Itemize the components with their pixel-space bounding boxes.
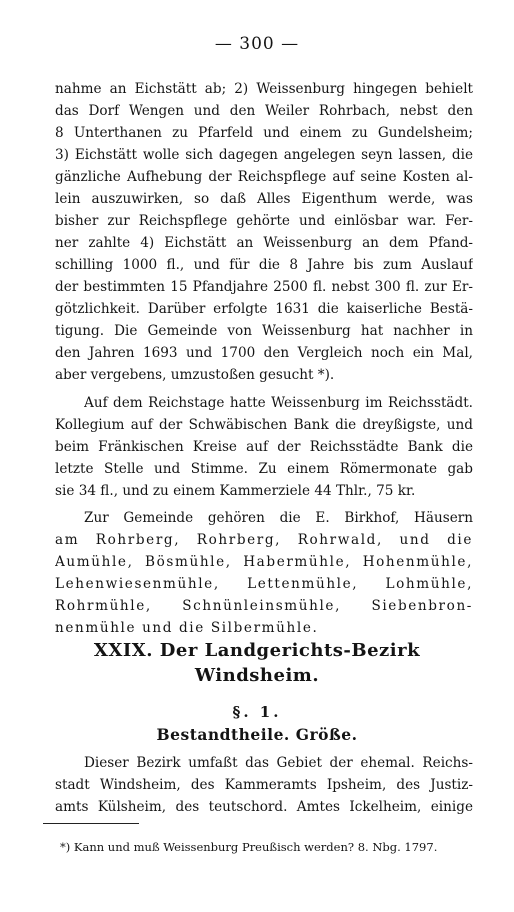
body-line: beim Fränkischen Kreise auf der Reichsstädte Bank die [55,439,473,455]
body-line: Lehenwiesenmühle, Lettenmühle, Lohmühle, [55,576,473,592]
chapter-heading: XXIX. Der Landgerichts-Bezirk [93,640,421,661]
body-line: Auf dem Reichstage hatte Weissenburg im Reichsstädt. [84,395,473,411]
body-line: lein auszuwirken, so daß Alles Eigenthum werde, was [55,191,473,207]
body-line: 3) Eichstätt wolle sich dagegen angelegen seyn lassen, die [55,147,473,163]
body-line: Kollegium auf der Schwäbischen Bank die dreyßigste, und [55,417,473,433]
body-line: aber vergebens, umzustoßen gesucht *). [55,367,335,383]
body-line: letzte Stelle und Stimme. Zu einem Römermonate gab [55,461,473,477]
body-line: nenmühle und die Silbermühle. [55,620,319,636]
body-line: ner zahlte 4) Eichstätt an Weissenburg an dem Pfand- [55,235,473,251]
body-line: das Dorf Wengen und den Weiler Rohrbach, nebst den [55,103,473,119]
body-line: nahme an Eichstätt ab; 2) Weissenburg hingegen behielt [55,81,473,97]
body-line: Zur Gemeinde gehören die E. Birkhof, Häusern [84,510,473,526]
body-line: gänzliche Aufhebung der Reichspflege auf seine Kosten al- [55,169,473,185]
body-line: 8 Unterthanen zu Pfarfeld und einem zu Gundelsheim; [55,125,473,141]
footnote-divider [43,823,139,824]
body-line: den Jahren 1693 und 1700 den Vergleich noch ein Mal, [55,345,473,361]
body-line: götzlichkeit. Darüber erfolgte 1631 die kaiserliche Bestä- [55,301,473,317]
body-line: sie 34 fl., und zu einem Kammerziele 44 Thlr., 75 kr. [55,483,416,499]
body-line: Rohrmühle, Schnünleinsmühle, Siebenbron- [55,598,473,614]
section-number: §. 1. [232,703,282,721]
body-line: am Rohrberg, Rohrberg, Rohrwald, und die [55,532,473,548]
body-line: stadt Windsheim, des Kammeramts Ipsheim, des Justiz- [55,777,473,793]
body-line: amts Külsheim, des teutschord. Amtes Ickelheim, einige [55,799,473,815]
chapter-heading-place: Windsheim. [194,665,320,686]
body-line: tigung. Die Gemeinde von Weissenburg hat nachher in [55,323,473,339]
footnote: *) Kann und muß Weissenburg Preußisch werden? 8. Nbg. 1797. [60,840,438,854]
body-line: Dieser Bezirk umfaßt das Gebiet der ehemal. Reichs- [84,755,473,771]
body-line: Aumühle, Bösmühle, Habermühle, Hohenmühle, [55,554,473,570]
body-line: schilling 1000 fl., und für die 8 Jahre bis zum Auslauf [55,257,473,273]
page-number: — 300 — [214,34,300,54]
body-line: bisher zur Reichspflege gehörte und einlösbar war. Fer- [55,213,473,229]
section-subheading: Bestandtheile. Größe. [156,725,358,744]
body-line: der bestimmten 15 Pfandjahre 2500 fl. nebst 300 fl. zur Er- [55,279,473,295]
